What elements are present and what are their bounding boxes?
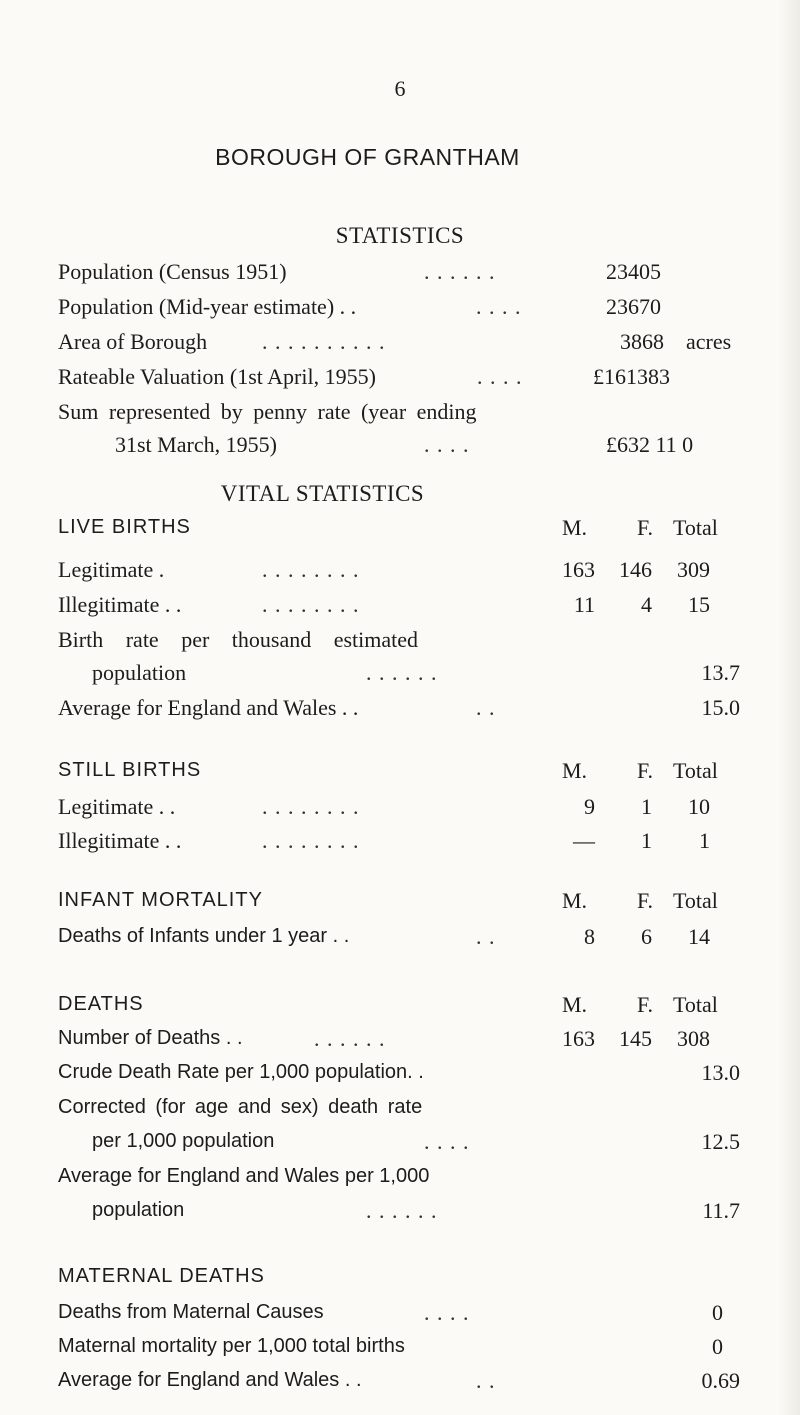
infant-deaths-total: 14 [688,924,710,949]
live-births-col-m: M. [562,515,588,540]
live-births-col-total: Total [673,515,718,540]
birth-rate-dots: . . . . . . [366,660,438,685]
deaths-col-f: F. [637,992,653,1017]
deaths-col-m: M. [562,992,588,1017]
infant-deaths-f: 6 [641,924,652,949]
corrected-death-rate-label: Corrected (for age and sex) death rate [58,1096,423,1118]
still-legitimate-label: Legitimate . . [58,794,176,819]
stat-area-dots: . . . . . . . . . . [262,329,386,354]
birth-rate-label: Birth rate per thousand estimated [58,627,419,652]
still-legitimate-dots: . . . . . . . . [262,794,360,819]
deaths-number-label: Number of Deaths . . [58,1027,243,1049]
crude-death-rate-label: Crude Death Rate per 1,000 population. . [58,1061,424,1083]
maternal-mortality-label: Maternal mortality per 1,000 total births [58,1335,405,1357]
corrected-death-rate-label-line2: per 1,000 population [92,1130,275,1152]
live-births-col-f: F. [637,515,653,540]
infant-deaths-dots: . . [476,924,496,949]
live-legitimate-f: 146 [619,557,652,582]
still-legitimate-m: 9 [584,794,595,819]
still-births-col-total: Total [673,758,718,783]
maternal-mortality-total: 0 [712,1334,723,1359]
deaths-number-m: 163 [562,1026,595,1051]
deaths-number-f: 145 [619,1026,652,1051]
live-illegitimate-f: 4 [641,592,652,617]
page-edge-shadow [778,0,800,1415]
live-legitimate-dots: . . . . . . . . [262,557,360,582]
stat-area-unit: acres [686,329,732,354]
still-illegitimate-f: 1 [641,828,652,853]
birth-rate-total: 13.7 [701,660,740,685]
still-legitimate-total: 10 [688,794,710,819]
stat-population-census-value: 23405 [606,259,661,284]
death-average-label-line2: population [92,1199,185,1221]
vital-statistics-heading: VITAL STATISTICS [220,481,425,506]
stat-population-census-dots: . . . . . . [424,259,496,284]
maternal-causes-total: 0 [712,1300,723,1325]
death-average-label: Average for England and Wales per 1,000 [58,1165,430,1187]
death-average-total: 11.7 [702,1198,740,1223]
deaths-number-dots: . . . . . . [314,1026,386,1051]
stat-penny-rate-label: Sum represented by penny rate (year ending [58,399,477,424]
still-legitimate-f: 1 [641,794,652,819]
birth-rate-label-line2: population [92,660,187,685]
crude-death-rate-total: 13.0 [701,1060,740,1085]
still-illegitimate-m: — [573,828,595,853]
page-title: BOROUGH OF GRANTHAM [215,144,520,170]
stat-population-midyear-label: Population (Mid-year estimate) . . [58,294,357,319]
stat-area-label: Area of Borough [58,329,208,354]
live-legitimate-m: 163 [562,557,595,582]
live-legitimate-total: 309 [677,557,710,582]
still-illegitimate-total: 1 [699,828,710,853]
infant-col-total: Total [673,888,718,913]
live-births-heading: LIVE BIRTHS [58,516,191,538]
deaths-number-total: 308 [677,1026,710,1051]
stat-penny-rate-dots: . . . . [424,432,470,457]
stat-penny-rate-label-line2: 31st March, 1955) [115,432,277,457]
infant-deaths-label: Deaths of Infants under 1 year . . [58,925,350,947]
statistics-heading: STATISTICS [335,223,465,248]
maternal-causes-dots: . . . . [424,1300,470,1325]
still-births-heading: STILL BIRTHS [58,759,202,781]
stat-rateable-label: Rateable Valuation (1st April, 1955) [58,364,376,389]
corrected-death-rate-dots: . . . . [424,1129,470,1154]
deaths-col-total: Total [673,992,718,1017]
corrected-death-rate-total: 12.5 [701,1129,740,1154]
stat-rateable-value: £161383 [593,364,670,389]
maternal-average-dots: . . [476,1368,496,1393]
stat-population-midyear-dots: . . . . [476,294,522,319]
maternal-average-total: 0.69 [701,1368,740,1393]
infant-deaths-m: 8 [584,924,595,949]
stat-population-midyear-value: 23670 [606,294,661,319]
live-illegitimate-label: Illegitimate . . [58,592,182,617]
infant-mortality-heading: INFANT MORTALITY [58,889,263,911]
maternal-causes-label: Deaths from Maternal Causes [58,1301,324,1323]
still-births-col-m: M. [562,758,588,783]
live-illegitimate-dots: . . . . . . . . [262,592,360,617]
stat-penny-rate-value: £632 11 0 [606,432,694,457]
deaths-heading: DEATHS [58,993,144,1015]
still-births-col-f: F. [637,758,653,783]
maternal-deaths-heading: MATERNAL DEATHS [58,1265,265,1287]
still-illegitimate-dots: . . . . . . . . [262,828,360,853]
live-illegitimate-total: 15 [688,592,710,617]
death-average-dots: . . . . . . [366,1198,438,1223]
live-illegitimate-m: 11 [573,592,595,617]
maternal-average-label: Average for England and Wales . . [58,1369,362,1391]
birth-average-label: Average for England and Wales . . [58,695,359,720]
stat-rateable-dots: . . . . [477,364,523,389]
live-legitimate-label: Legitimate . [58,557,165,582]
infant-col-m: M. [562,888,588,913]
stat-area-value: 3868 [620,329,664,354]
still-illegitimate-label: Illegitimate . . [58,828,182,853]
birth-average-total: 15.0 [701,695,740,720]
page-number: 6 [394,76,406,101]
birth-average-dots: . . [476,695,496,720]
stat-population-census-label: Population (Census 1951) [58,259,287,284]
infant-col-f: F. [637,888,653,913]
